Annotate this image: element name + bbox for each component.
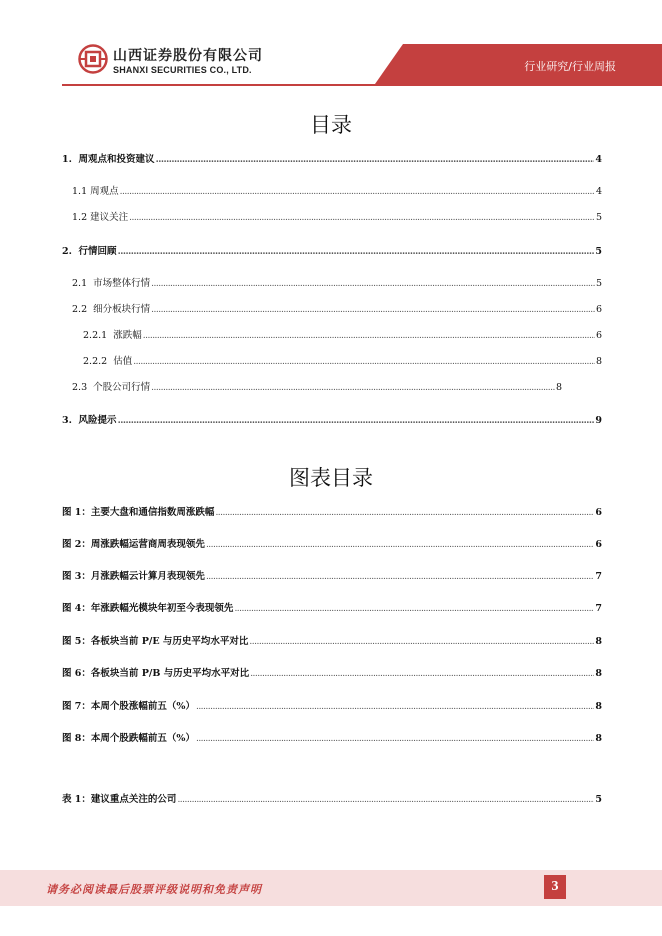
toc-entry[interactable] — [62, 152, 602, 166]
toc-leader — [249, 636, 594, 648]
figure-entry-label: 各板块当前 P/E 与历史平均水平对比 — [90, 636, 249, 647]
toc-leader — [143, 330, 595, 342]
toc-leader — [250, 668, 594, 680]
toc-leader — [151, 278, 595, 290]
toc-entry-num: 1. — [62, 154, 72, 165]
toc-leader — [129, 212, 595, 224]
toc-leader — [196, 701, 594, 713]
table-entry-page: 5 — [595, 794, 602, 805]
figure-entry-num: 图 4： — [62, 603, 91, 614]
toc-entry[interactable] — [72, 210, 602, 224]
toc-entry-num: 3. — [62, 415, 72, 426]
figure-entry-num: 图 8： — [62, 733, 91, 744]
toc-entry-page: 5 — [595, 246, 602, 257]
figure-entry[interactable] — [62, 537, 602, 551]
toc-entry-label: 建议关注 — [90, 212, 129, 223]
figure-entry-label: 周涨跌幅运营商周表现领先 — [90, 539, 205, 550]
figure-entry-label: 月涨跌幅云计算月表现领先 — [90, 571, 205, 582]
toc-leader — [118, 246, 595, 258]
figure-entry[interactable] — [62, 569, 602, 583]
figure-entry-label: 本周个股涨幅前五（%） — [90, 701, 195, 712]
figures-toc-title: 图表目录 — [289, 466, 373, 490]
company-logo-icon — [78, 44, 108, 74]
toc-entry-page: 8 — [595, 356, 602, 367]
toc-entry-page: 6 — [595, 304, 602, 315]
toc-entry-page: 4 — [595, 154, 602, 165]
figure-entry-page: 6 — [595, 539, 602, 550]
toc-entry-label: 估值 — [113, 356, 133, 367]
toc-entry-page: 8 — [555, 382, 562, 393]
figure-entry-num: 图 3： — [62, 571, 91, 582]
toc-entry-num: 2.2.1 — [83, 330, 108, 341]
figure-entry-num: 图 2： — [62, 539, 91, 550]
toc-entry[interactable] — [72, 276, 602, 290]
toc-leader — [120, 186, 595, 198]
toc-leader — [118, 415, 595, 427]
figure-entry-num: 图 5： — [62, 636, 91, 647]
toc-entry[interactable] — [83, 354, 602, 368]
toc-leader — [196, 733, 594, 745]
page-header — [0, 0, 662, 96]
toc-leader — [156, 154, 595, 166]
toc-leader — [206, 539, 594, 551]
figure-entry-num: 图 6： — [62, 668, 91, 679]
figure-entry-label: 本周个股跌幅前五（%） — [90, 733, 195, 744]
toc-leader — [206, 571, 594, 583]
figure-entry[interactable] — [62, 731, 602, 745]
toc-entry-page: 9 — [595, 415, 602, 426]
toc-entry-num: 2.1 — [72, 278, 88, 289]
figure-entry-page: 7 — [595, 571, 602, 582]
figure-entry[interactable] — [62, 601, 602, 615]
toc-entry[interactable] — [62, 244, 602, 258]
figure-entry[interactable] — [62, 634, 602, 648]
figure-entry-label: 主要大盘和通信指数周涨跌幅 — [90, 507, 215, 518]
report-type: 行业研究/行业周报 — [524, 60, 616, 73]
figure-entry-page: 8 — [595, 668, 602, 679]
header-divider — [62, 84, 662, 86]
figure-entry-num: 图 1： — [62, 507, 91, 518]
toc-entry-page: 5 — [595, 212, 602, 223]
toc-entry-label: 涨跌幅 — [113, 330, 142, 341]
toc-entry-num: 2.2.2 — [83, 356, 108, 367]
figure-entry-num: 图 7： — [62, 701, 91, 712]
toc-entry-page: 4 — [595, 186, 602, 197]
toc-leader — [133, 356, 595, 368]
table-entry-num: 表 1： — [62, 794, 91, 805]
toc-entry-label: 周观点 — [90, 186, 119, 197]
toc-entry[interactable] — [83, 328, 602, 342]
company-name-en: SHANXI SECURITIES CO., LTD. — [113, 65, 252, 75]
toc-entry-num: 2.3 — [72, 382, 88, 393]
toc-leader — [177, 794, 594, 806]
figure-entry-page: 8 — [595, 733, 602, 744]
toc-entry[interactable] — [72, 380, 562, 394]
footer-disclaimer[interactable]: 请务必阅读最后股票评级说明和免责声明 — [46, 883, 262, 896]
figure-entry[interactable] — [62, 505, 602, 519]
toc-leader — [215, 507, 594, 519]
figure-entry-label: 各板块当前 P/B 与历史平均水平对比 — [90, 668, 250, 679]
toc-leader — [151, 304, 595, 316]
figure-entry-label: 年涨跌幅光模块年初至今表现领先 — [90, 603, 234, 614]
toc-entry[interactable] — [72, 302, 602, 316]
toc-entry[interactable] — [72, 184, 602, 198]
figure-entry[interactable] — [62, 666, 602, 680]
toc-entry-label: 行情回顾 — [78, 246, 117, 257]
page-number: 3 — [544, 875, 566, 899]
company-name-cn: 山西证券股份有限公司 — [113, 48, 263, 64]
table-entry-label: 建议重点关注的公司 — [90, 794, 177, 805]
figure-entry-page: 6 — [595, 507, 602, 518]
toc-entry-label: 周观点和投资建议 — [78, 154, 155, 165]
toc-entry-page: 5 — [595, 278, 602, 289]
toc-entry-num: 2. — [62, 246, 72, 257]
figure-entry-page: 8 — [595, 701, 602, 712]
toc-entry-num: 1.1 — [72, 186, 88, 197]
toc-entry-label: 个股公司行情 — [93, 382, 151, 393]
toc-entry-num: 2.2 — [72, 304, 88, 315]
toc-entry-label: 风险提示 — [78, 415, 117, 426]
toc-entry-label: 市场整体行情 — [93, 278, 151, 289]
toc-leader — [151, 382, 555, 394]
figure-entry[interactable] — [62, 699, 602, 713]
header-band — [375, 44, 662, 84]
figure-entry-page: 8 — [595, 636, 602, 647]
toc-entry-label: 细分板块行情 — [93, 304, 151, 315]
table-entry[interactable] — [62, 792, 602, 806]
toc-entry[interactable] — [62, 413, 602, 427]
toc-entry-page: 6 — [595, 330, 602, 341]
toc-entry-num: 1.2 — [72, 212, 88, 223]
toc-title: 目录 — [310, 113, 352, 137]
figure-entry-page: 7 — [595, 603, 602, 614]
toc-leader — [234, 603, 594, 615]
